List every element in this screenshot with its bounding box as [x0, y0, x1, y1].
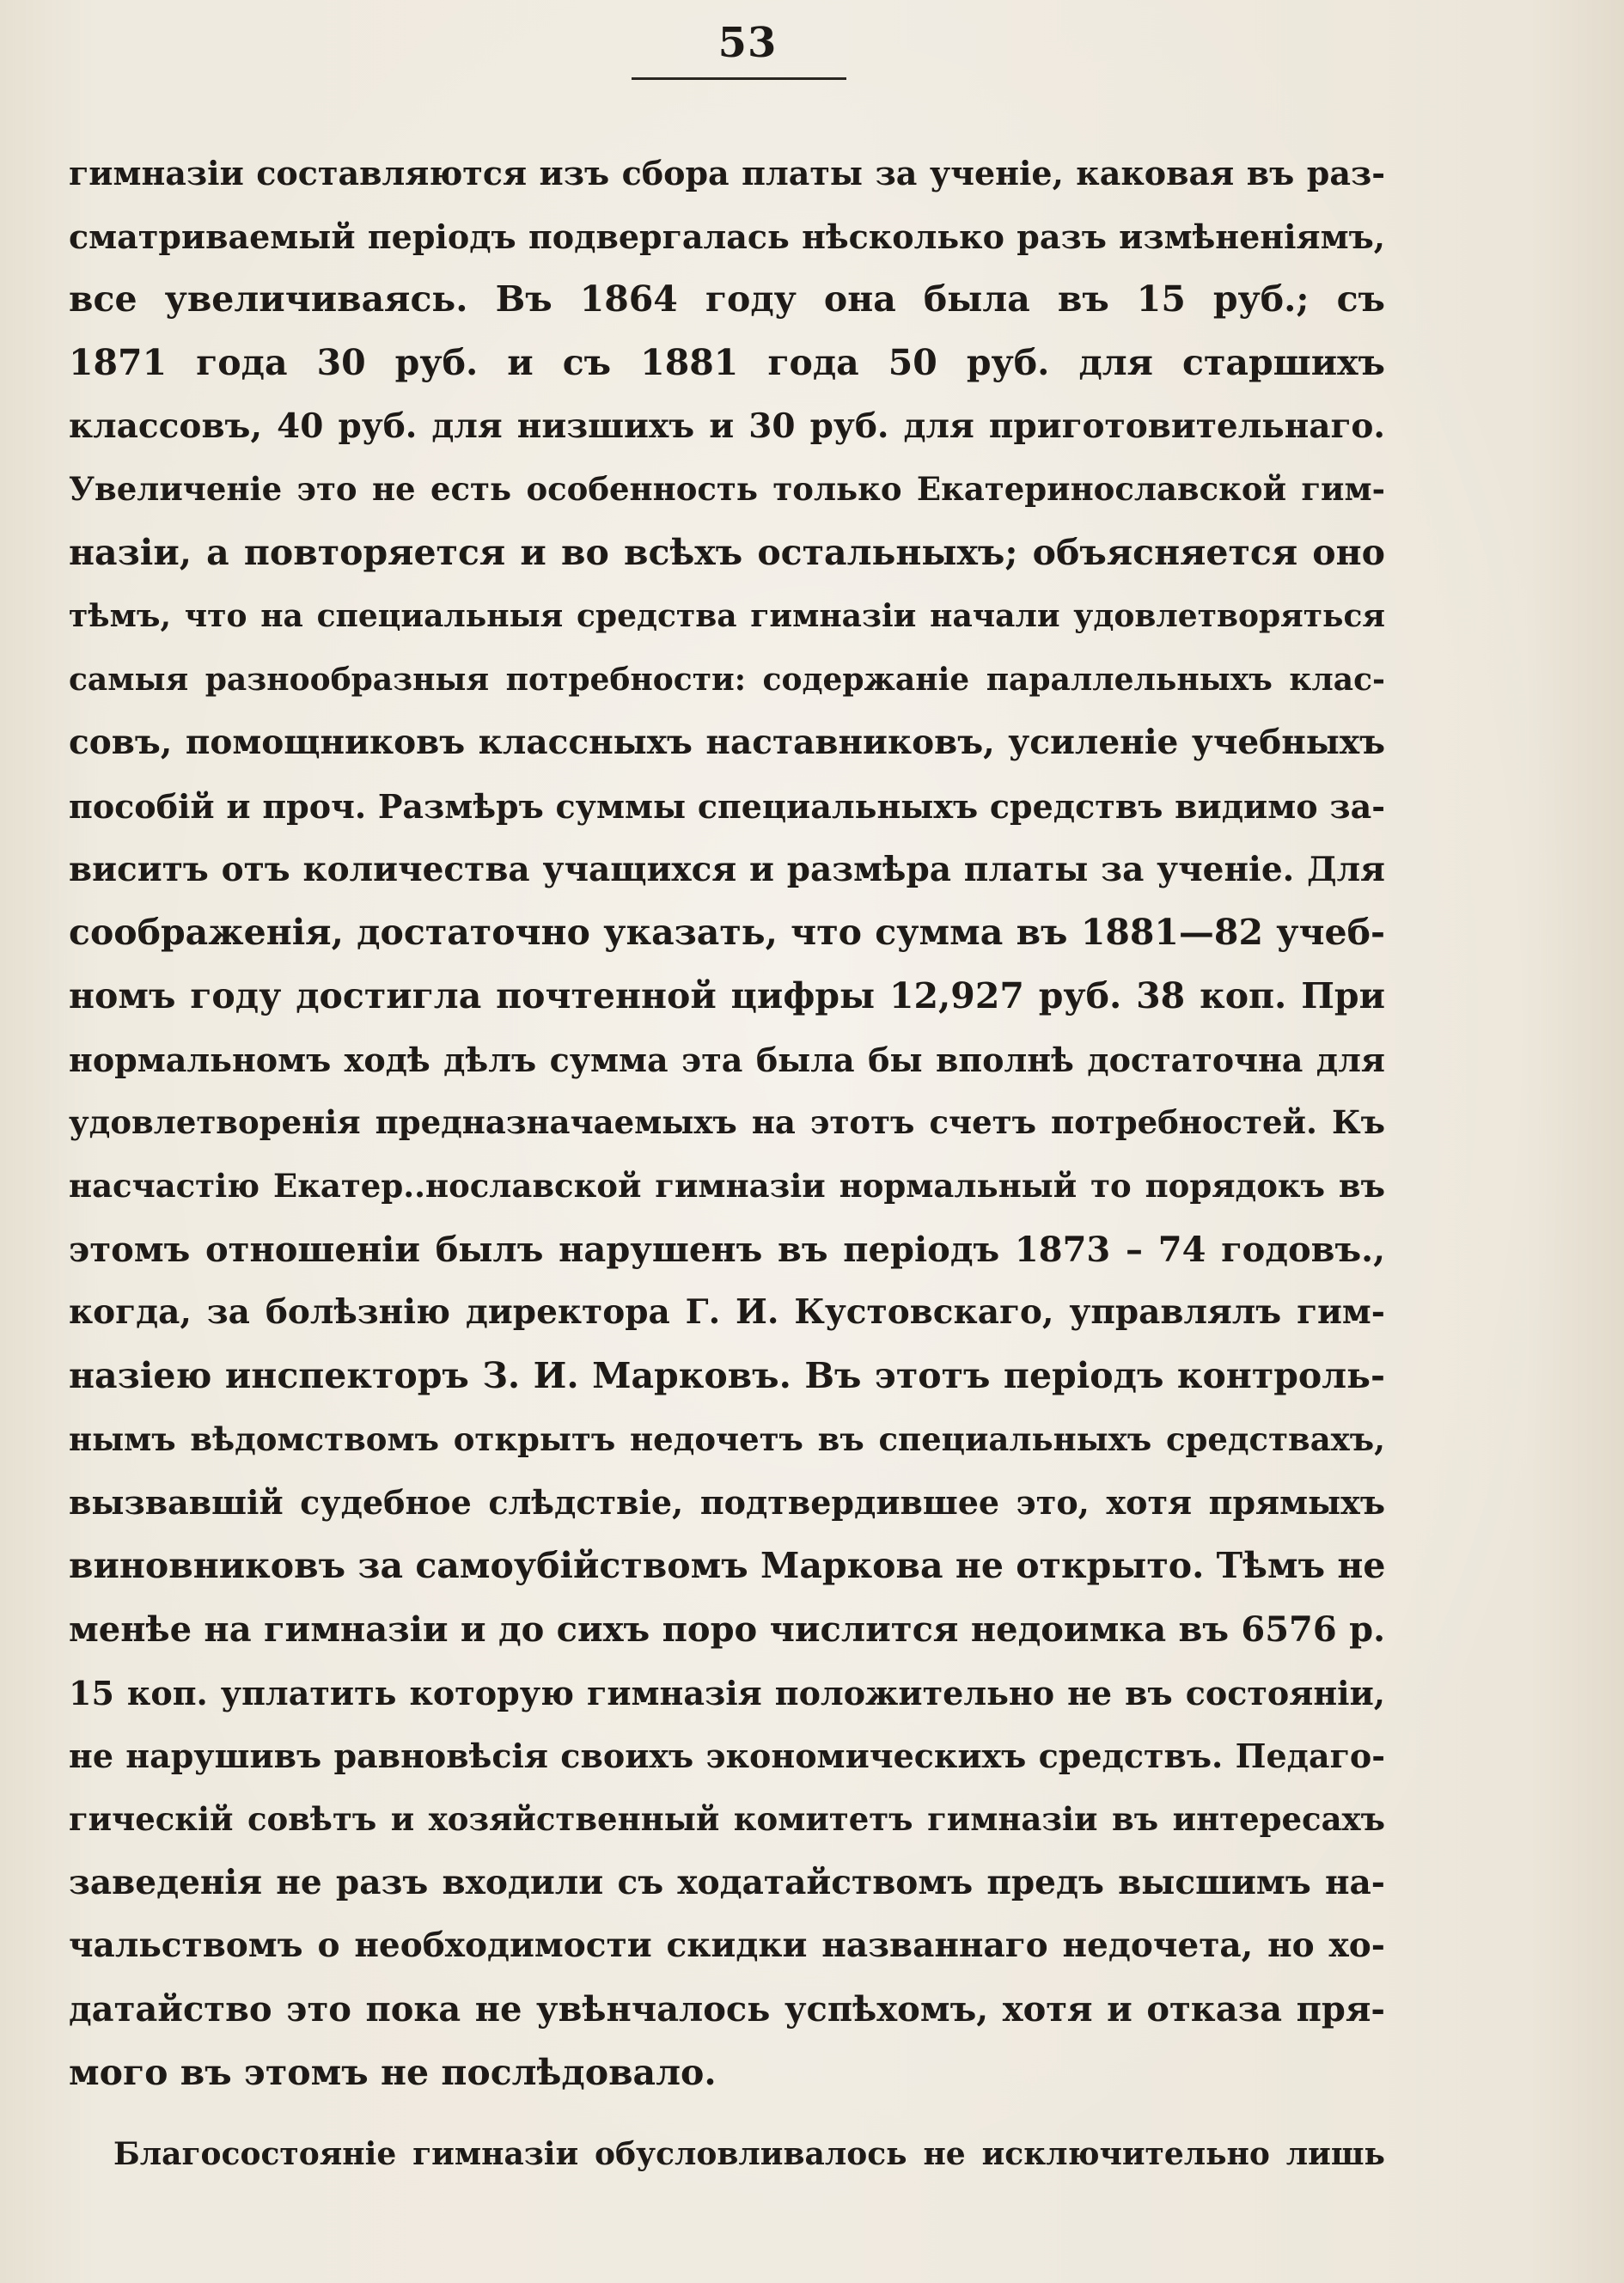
text-line: соображенія, достаточно указать, что сумма въ 1881—82 учеб- [69, 912, 1385, 954]
text-line: мого въ этомъ не послѣдовало. [69, 2051, 717, 2093]
text-line: номъ году достигла почтенной цифры 12,927 руб. 38 коп. При [69, 974, 1385, 1016]
text-line: насчастію Екатер..нославской гимназіи нормальный то порядокъ въ [69, 1167, 1385, 1205]
header-rule [632, 77, 846, 80]
text-line: вызвавшій судебное слѣдствіе, подтвердившее это, хотя прямыхъ [69, 1483, 1385, 1523]
text-line: совъ, помощниковъ классныхъ наставниковъ, усиленіе учебныхъ [69, 723, 1385, 763]
text-line: нымъ вѣдомствомъ открытъ недочетъ въ специальныхъ средствахъ, [69, 1419, 1385, 1458]
text-line: гимназіи составляются изъ сбора платы за ученіе, каковая въ раз- [69, 154, 1385, 192]
text-line: не нарушивъ равновѣсія своихъ экономическихъ средствъ. Педаго- [69, 1737, 1385, 1776]
text-line: менѣе на гимназіи и до сихъ поро числится недоимка въ 6576 р. [69, 1608, 1385, 1650]
text-line: датайство это пока не увѣнчалось успѣхомъ, хотя и отказа пря- [69, 1988, 1385, 2030]
text-line: назіею инспекторъ З. И. Марковъ. Въ этотъ періодъ контроль- [69, 1355, 1385, 1397]
text-line: гическій совѣтъ и хозяйственный комитетъ гимназіи въ интересахъ [69, 1799, 1385, 1838]
text-line: удовлетворенія предназначаемыхъ на этотъ счетъ потребностей. Къ [69, 1103, 1385, 1142]
text-line: виситъ отъ количества учащихся и размѣра платы за ученіе. Для [69, 849, 1385, 889]
text-line: Увеличеніе это не есть особенность только Екатеринославской гим- [69, 470, 1385, 509]
paragraph-gap [69, 2104, 1385, 2123]
body-text [69, 142, 1385, 2187]
text-line: 15 коп. уплатить которую гимназія положительно не въ состояніи, [69, 1673, 1385, 1712]
text-line: самыя разнообразныя потребности: содержаніе параллельныхъ клас- [69, 661, 1385, 698]
text-line: нормальномъ ходѣ дѣлъ сумма эта была бы вполнѣ достаточна для [69, 1040, 1385, 1079]
text-line: когда, за болѣзнію директора Г. И. Кустовскаго, управлялъ гим- [69, 1292, 1385, 1333]
text-line: назіи, а повторяется и во всѣхъ остальныхъ; объясняется оно [69, 532, 1385, 574]
text-line: этомъ отношеніи былъ нарушенъ въ періодъ 1873 – 74 годовъ., [69, 1229, 1385, 1270]
text-line: классовъ, 40 руб. для низшихъ и 30 руб. для приготовительнаго. [69, 406, 1385, 446]
page-number: 53 [717, 19, 778, 67]
text-line: заведенія не разъ входили съ ходатайствомъ предъ высшимъ на- [69, 1862, 1385, 1902]
text-line: Благосостояніе гимназіи обусловливалось не исключительно лишь [113, 2136, 1385, 2173]
text-line: виновниковъ за самоубійствомъ Маркова не открыто. Тѣмъ не [69, 1545, 1386, 1587]
paragraph-1 [69, 142, 1385, 2104]
text-line: чальствомъ о необходимости скидки названнаго недочета, но хо- [69, 1926, 1385, 1966]
text-line: 1871 года 30 руб. и съ 1881 года 50 руб. для старшихъ [69, 342, 1385, 384]
text-line: пособій и проч. Размѣръ суммы специальныхъ средствъ видимо за- [69, 786, 1385, 826]
text-line: сматриваемый періодъ подвергалась нѣсколько разъ измѣненіямъ, [69, 217, 1385, 256]
text-line: все увеличиваясь. Въ 1864 году она была въ 15 руб.; съ [69, 278, 1385, 320]
text-line: тѣмъ, что на специальныя средства гимназіи начали удовлетворяться [69, 597, 1385, 634]
paragraph-2 [69, 2123, 1385, 2187]
